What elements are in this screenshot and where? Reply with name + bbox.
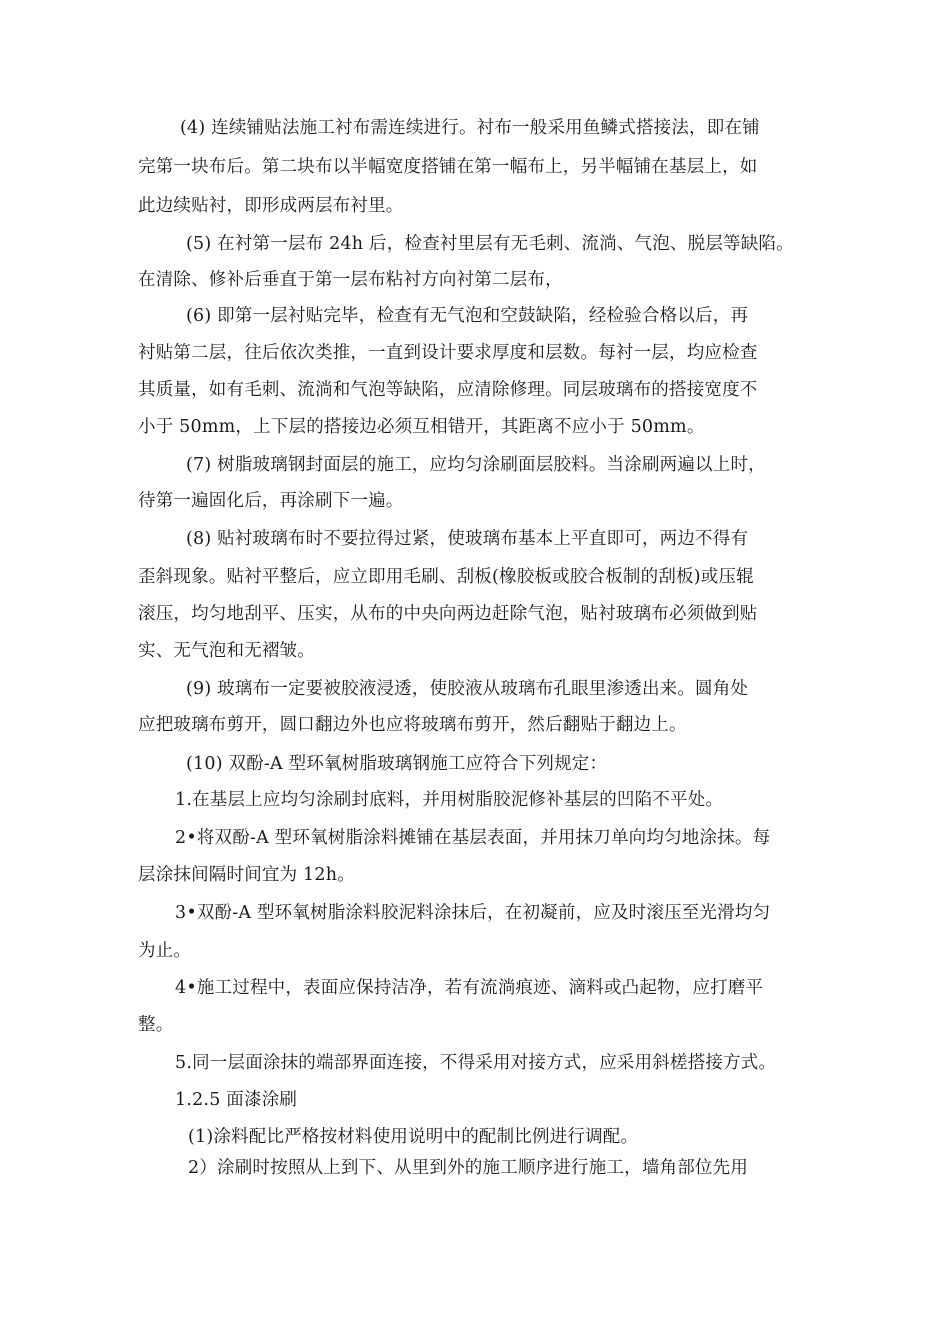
text-line: 完第一块布后。第二块布以半幅宽度搭铺在第一幅布上，另半幅铺在基层上，如 xyxy=(138,157,758,177)
list-item: 3•双酚-A 型环氧树脂涂料胶泥料涂抹后，在初凝前，应及时滚压至光滑均匀 xyxy=(175,903,771,923)
text-line: 其质量，如有毛刺、流淌和气泡等缺陷，应清除修理。同层玻璃布的搭接宽度不 xyxy=(138,380,758,400)
text-line: (10) 双酚-A 型环氧树脂玻璃钢施工应符合下列规定： xyxy=(186,754,608,774)
list-item: 5.同一层面涂抹的端部界面连接，不得采用对接方式，应采用斜槎搭接方式。 xyxy=(175,1053,777,1073)
text-line: 待第一遍固化后，再涂刷下一遍。 xyxy=(138,491,404,511)
text-line: 整。 xyxy=(138,1015,174,1035)
list-item: 4•施工过程中，表面应保持洁净，若有流淌痕迹、滴料或凸起物，应打磨平 xyxy=(175,978,764,998)
text-line: (8) 贴衬玻璃布时不要拉得过紧，使玻璃布基本上平直即可，两边不得有 xyxy=(186,529,749,549)
section-heading: 1.2.5 面漆涂刷 xyxy=(175,1090,298,1110)
list-item: 2）涂刷时按照从上到下、从里到外的施工顺序进行施工，墙角部位先用 xyxy=(188,1158,749,1178)
text-line: 实、无气泡和无褶皱。 xyxy=(138,641,315,661)
text-line: 在清除、修补后垂直于第一层布粘衬方向衬第二层布， xyxy=(138,270,563,290)
text-line: (9) 玻璃布一定要被胶液浸透，使胶液从玻璃布孔眼里渗透出来。圆角处 xyxy=(186,679,749,699)
text-line: (4) 连续铺贴法施工衬布需连续进行。衬布一般采用鱼鳞式搭接法，即在铺 xyxy=(180,118,760,138)
text-line: 衬贴第二层，往后依次类推，一直到设计要求厚度和层数。每衬一层，均应检查 xyxy=(138,343,758,363)
text-line: 滚压，均匀地刮平、压实，从布的中央向两边赶除气泡，贴衬玻璃布必须做到贴 xyxy=(138,604,758,624)
text-line: 歪斜现象。贴衬平整后，应立即用毛刷、刮板(橡胶板或胶合板制的刮板)或压辊 xyxy=(138,567,754,587)
text-line: (5) 在衬第一层布 24h 后，检查衬里层有无毛刺、流淌、气泡、脱层等缺陷。 xyxy=(186,234,794,254)
list-item: 2•将双酚-A 型环氧树脂涂料摊铺在基层表面，并用抹刀单向均匀地涂抹。每 xyxy=(175,828,771,848)
text-line: 应把玻璃布剪开，圆口翻边外也应将玻璃布剪开，然后翻贴于翻边上。 xyxy=(138,715,687,735)
text-line: 层涂抹间隔时间宜为 12h。 xyxy=(138,865,355,885)
text-line: (6) 即第一层衬贴完毕，检查有无气泡和空鼓缺陷，经检验合格以后，再 xyxy=(186,306,749,326)
list-item: 1.在基层上应均匀涂刷封底料，并用树脂胶泥修补基层的凹陷不平处。 xyxy=(175,790,724,810)
text-line: 此边续贴衬，即形成两层布衬里。 xyxy=(138,196,404,216)
list-item: (1)涂料配比严格按材料使用说明中的配制比例进行调配。 xyxy=(188,1127,639,1147)
text-line: (7) 树脂玻璃钢封面层的施工，应均匀涂刷面层胶料。当涂刷两遍以上时， xyxy=(186,455,766,475)
text-line: 为止。 xyxy=(138,941,192,961)
text-line: 小于 50mm，上下层的搭接边必须互相错开，其距离不应小于 50mm。 xyxy=(138,417,705,437)
